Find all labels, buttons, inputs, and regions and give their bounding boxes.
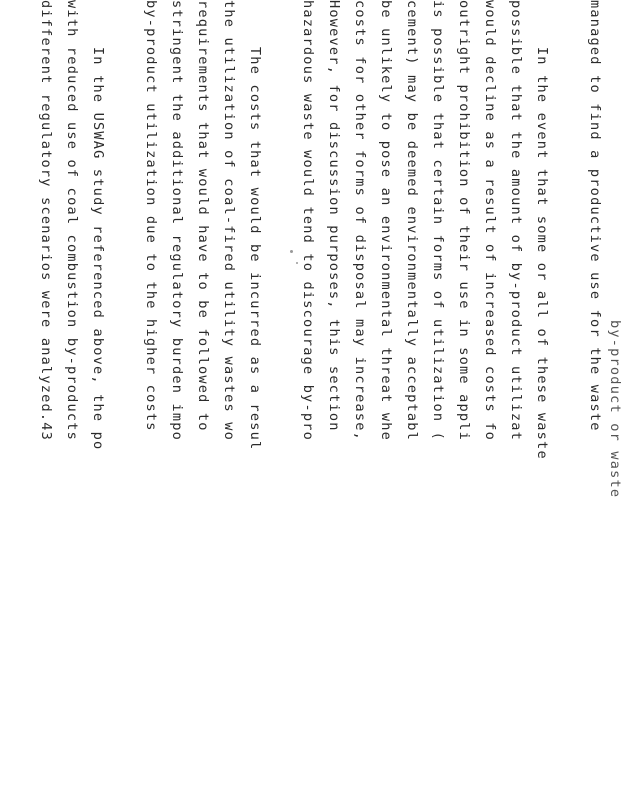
paragraph-2-line: requirements that would have to be followed to bbox=[195, 0, 211, 442]
paragraph-3-line: different regulatory scenarios were analyzed.43 bbox=[38, 0, 54, 442]
paragraph-2-line: stringent the additional regulatory burden impo bbox=[169, 0, 185, 442]
paragraph-1-line: would decline as a result of increased costs fo bbox=[482, 0, 498, 442]
paragraph-1-line: be unlikely to pose an environmental threat whe bbox=[378, 0, 394, 442]
paragraph-2-line: by-product utilization due to the higher costs bbox=[143, 0, 159, 442]
paragraph-1-line: possible that the amount of by-product utilizat bbox=[508, 0, 524, 442]
paragraph-1-line: is possible that certain forms of utilization ( bbox=[430, 0, 446, 442]
paragraph-1-line: cement) may be deemed environmentally acceptabl bbox=[404, 0, 420, 442]
paragraph-2-line: The costs that would be incurred as a resul bbox=[247, 0, 263, 451]
paragraph-1-line: outright prohibition of their use in some appli bbox=[456, 0, 472, 442]
paragraph-1-line: However, for discussion purposes, this section bbox=[326, 0, 342, 442]
paragraph-0-tail: managed to find a productive use for the waste bbox=[587, 0, 603, 432]
paragraph-1-line: costs for other forms of disposal may increase, bbox=[352, 0, 368, 442]
paragraph-3-line: with reduced use of coal combustion by-products bbox=[64, 0, 80, 442]
paragraph-1-line: hazardous waste would tend to discourage by-pro bbox=[300, 0, 316, 442]
partial-top-line: by-product or waste bbox=[607, 320, 623, 499]
paragraph-2-line: the utilization of coal-fired utility wastes wo bbox=[221, 0, 237, 442]
paragraph-3-line: In the USWAG study referenced above, the po bbox=[90, 0, 106, 451]
paragraph-1-line: In the event that some or all of these waste bbox=[534, 0, 550, 460]
